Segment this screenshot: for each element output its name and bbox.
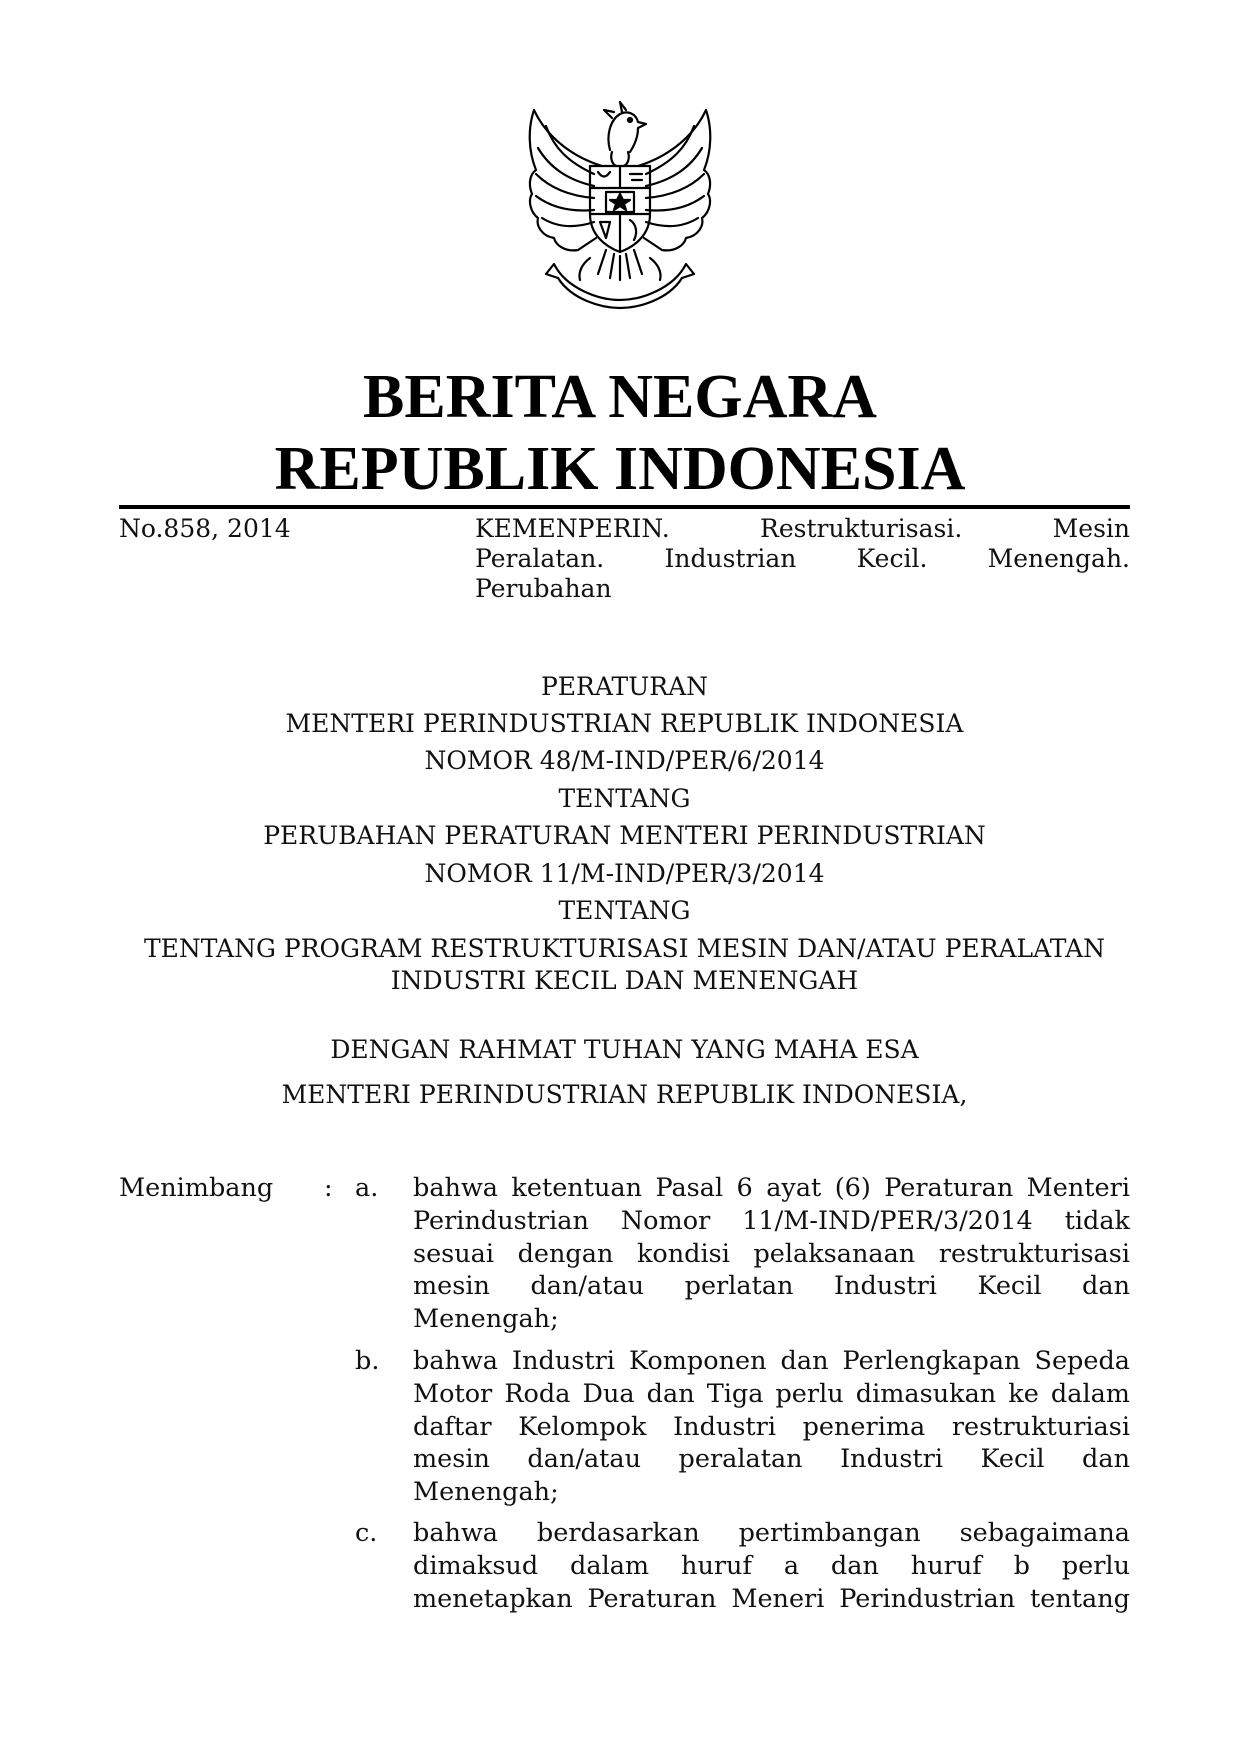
considering-item-letter: a.	[355, 1173, 379, 1203]
masthead-subtitle: REPUBLIK INDONESIA	[274, 435, 966, 503]
considering-item-text	[413, 1172, 1130, 1336]
considering-label: Menimbang	[119, 1173, 274, 1203]
considering-colon: :	[324, 1173, 333, 1203]
regulation-title-line: TENTANG PROGRAM RESTRUKTURISASI MESIN DAN/ATAU PERALATAN	[143, 934, 1106, 963]
considering-item-line: Perindustrian Nomor 11/M-IND/PER/3/2014 tidak	[413, 1205, 1130, 1236]
preamble-line: MENTERI PERINDUSTRIAN REPUBLIK INDONESIA,	[281, 1080, 968, 1109]
considering-item-line: mesin dan/atau peralatan Industri Kecil dan	[413, 1444, 1130, 1475]
considering-item-line: menetapkan Peraturan Meneri Perindustrian tentang	[413, 1583, 1130, 1614]
regulation-title-line: TENTANG	[558, 784, 691, 813]
considering-item-text	[413, 1345, 1130, 1509]
regulation-title-line: NOMOR 11/M-IND/PER/3/2014	[424, 859, 825, 888]
considering-item-letter: b.	[355, 1346, 380, 1376]
considering-item-line: bahwa Industri Komponen dan Perlengkapan Sepeda	[413, 1346, 1130, 1376]
issue-subject-line: KEMENPERIN. Restrukturisasi. Mesin	[475, 514, 1130, 543]
considering-item-letter: c.	[355, 1518, 378, 1548]
masthead-divider	[119, 505, 1130, 509]
masthead-title: BERITA NEGARA	[363, 363, 877, 431]
regulation-title-line: INDUSTRI KECIL DAN MENENGAH	[390, 966, 859, 995]
considering-item-line: dimaksud dalam huruf a dan huruf b perlu	[413, 1550, 1130, 1581]
regulation-title-line: NOMOR 48/M-IND/PER/6/2014	[424, 746, 825, 775]
regulation-title-line: MENTERI PERINDUSTRIAN REPUBLIK INDONESIA	[285, 709, 964, 738]
preamble-line: DENGAN RAHMAT TUHAN YANG MAHA ESA	[330, 1035, 919, 1064]
considering-item-line: Motor Roda Dua dan Tiga perlu dimasukan ke dalam	[413, 1378, 1130, 1409]
garuda-emblem-icon	[506, 88, 734, 310]
issue-subject-line: Peralatan. Industrian Kecil. Menengah.	[475, 544, 1130, 573]
considering-item-line: mesin dan/atau perlatan Industri Kecil dan	[413, 1271, 1130, 1302]
considering-item-line: sesuai dengan kondisi pelaksanaan restrukturisasi	[413, 1238, 1130, 1269]
regulation-title-line: PERATURAN	[540, 672, 709, 701]
considering-item-line: Menengah;	[413, 1477, 559, 1508]
considering-item-line: daftar Kelompok Industri penerima restrukturiasi	[413, 1411, 1130, 1442]
issue-subject-line: Perubahan	[475, 574, 612, 603]
regulation-title-line: TENTANG	[558, 896, 691, 925]
issue-subject	[475, 514, 1130, 604]
considering-item-line: bahwa berdasarkan pertimbangan sebagaimana	[413, 1518, 1130, 1548]
considering-item-text	[413, 1517, 1130, 1615]
issue-number: No.858, 2014	[119, 514, 291, 543]
considering-item-line: Menengah;	[413, 1304, 559, 1335]
regulation-title-line: PERUBAHAN PERATURAN MENTERI PERINDUSTRIAN	[263, 821, 986, 850]
considering-item-line: bahwa ketentuan Pasal 6 ayat (6) Peraturan Menteri	[413, 1173, 1130, 1203]
